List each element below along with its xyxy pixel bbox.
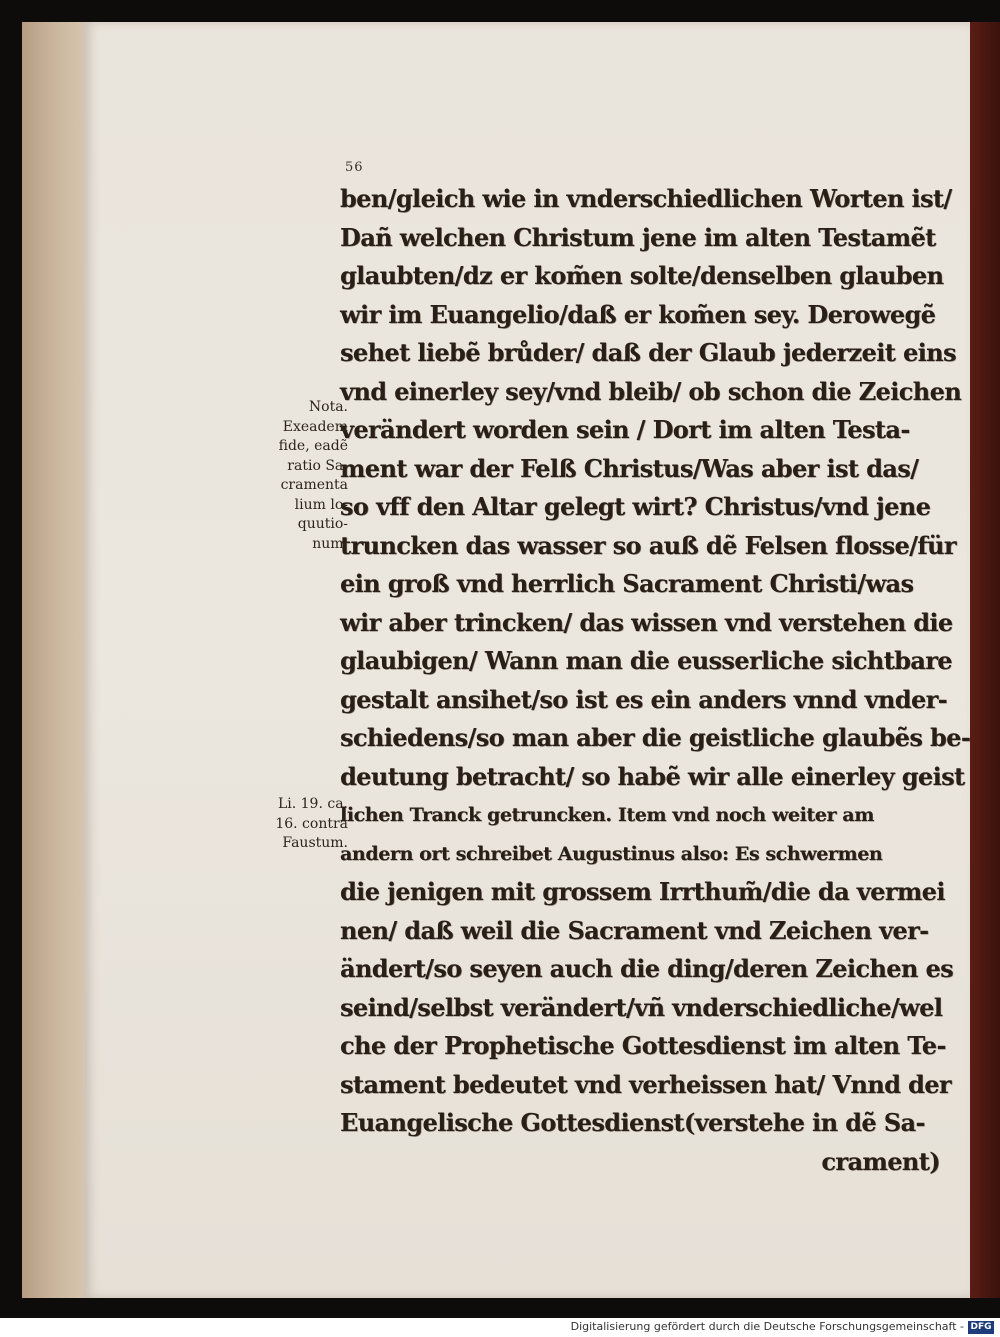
book-binding-edge <box>970 22 1000 1298</box>
text-line: lichen Tranck getruncken. Item vnd noch weiter am <box>340 804 874 826</box>
text-line: sehet liebẽ brůder/ daß der Glaub jederzeit eins <box>340 338 956 367</box>
margin-note-nota <box>248 398 348 554</box>
margin-note-reference <box>248 795 348 854</box>
dfg-logo: DFG <box>968 1321 994 1334</box>
margin-note-line: Exeadem <box>282 418 348 435</box>
text-line: die jenigen mit grossem Irrthum̃/die da vermei <box>340 877 945 906</box>
text-line: so vff den Altar gelegt wirt? Christus/vnd jene <box>340 492 931 521</box>
text-line: che der Prophetische Gottesdienst im alten Te- <box>340 1031 946 1060</box>
text-line: ändert/so seyen auch die ding/deren Zeichen es <box>340 954 954 983</box>
margin-note-line: ratio Sa- <box>287 457 348 474</box>
text-line: gestalt ansihet/so ist es ein anders vnnd vnder- <box>340 684 948 714</box>
text-line: glaubigen/ Wann man die eusserliche sichtbare <box>340 646 952 675</box>
margin-note-line: Nota. <box>308 399 348 415</box>
text-line: nen/ daß weil die Sacrament vnd Zeichen ver- <box>340 915 929 945</box>
margin-note-line: num. <box>312 535 348 552</box>
text-line: seind/selbst verändert/vñ vnderschiedliche/wel <box>340 992 943 1022</box>
text-line: ment war der Felß Christus/Was aber ist das/ <box>340 453 919 483</box>
margin-note-line: cramenta <box>280 477 348 493</box>
margin-note-line: fide, eadẽ <box>278 438 348 454</box>
page-edge-left <box>22 22 84 1298</box>
text-line: stament bedeutet vnd verheissen hat/ Vnnd der <box>340 1069 951 1099</box>
text-line: Dañ welchen Christum jene im alten Testamẽt <box>340 222 936 252</box>
margin-note-line: quutio- <box>297 516 348 532</box>
text-line: andern ort schreibet Augustinus also: Es schwermen <box>340 842 883 865</box>
text-line: ein groß vnd herrlich Sacrament Christi/was <box>340 569 914 598</box>
margin-note-line: lium lo- <box>294 496 348 513</box>
main-text-block <box>340 180 971 1181</box>
text-line: wir aber trincken/ das wissen vnd verstehen die <box>340 607 953 637</box>
text-line: truncken das wasser so auß dẽ Felsen flosse/für <box>340 530 956 560</box>
text-line: Euangelische Gottesdienst(verstehe in dẽ Sa- <box>340 1108 925 1137</box>
margin-note-line: Li. 19. ca. <box>277 796 348 812</box>
text-line: crament) <box>821 1146 940 1176</box>
text-line: schiedens/so man aber die geistliche glaubẽs be- <box>340 723 971 752</box>
margin-note-line: Faustum. <box>282 835 348 851</box>
page-number: 56 <box>345 160 364 175</box>
text-line: verändert worden sein / Dort im alten Testa- <box>340 415 910 444</box>
text-line: ben/gleich wie in vnderschiedlichen Worten ist/ <box>340 184 952 213</box>
text-line: deutung betracht/ so habẽ wir alle einerley geist <box>340 761 965 791</box>
text-line: glaubten/dz er kom̃en solte/denselben glauben <box>340 261 944 290</box>
text-line: wir im Euangelio/daß er kom̃en sey. Derowegẽ <box>340 299 936 329</box>
text-line: vnd einerley sey/vnd bleib/ ob schon die Zeichen <box>340 376 962 406</box>
dfg-credit-text: Digitalisierung gefördert durch die Deutsche Forschungsgemeinschaft - <box>570 1320 964 1333</box>
margin-note-line: 16. contra <box>275 815 348 832</box>
